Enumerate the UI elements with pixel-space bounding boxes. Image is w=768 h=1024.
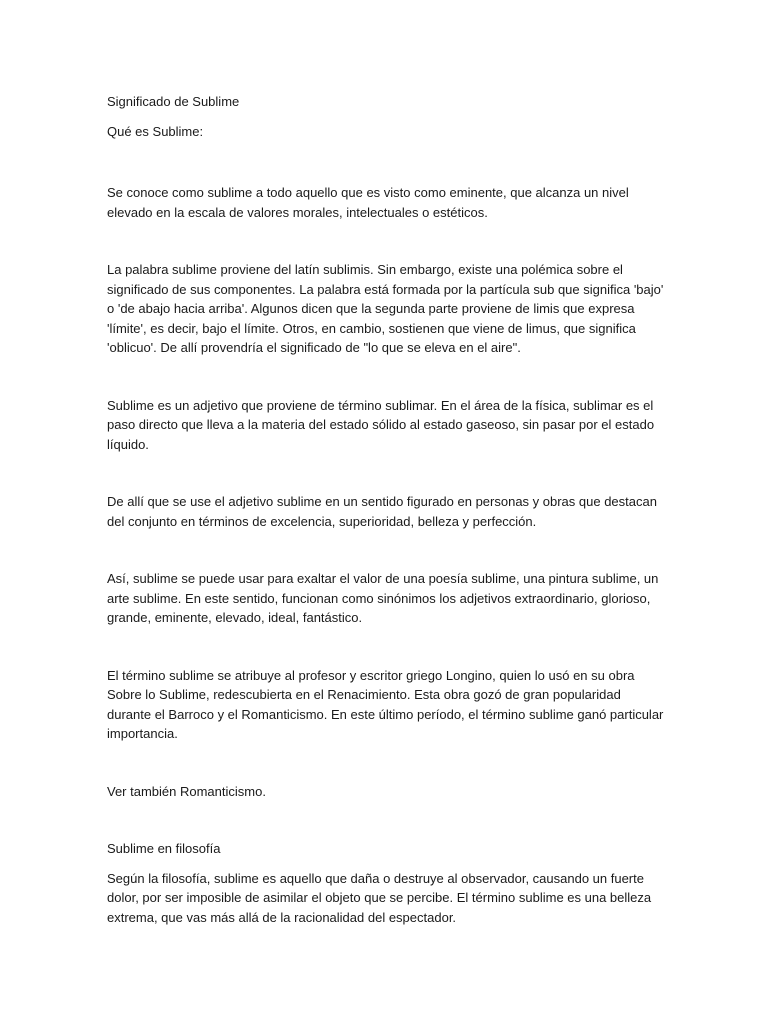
paragraph-figurative: De allí que se use el adjetivo sublime en un sentido figurado en personas y obras que destacan del conjunto en términos de excelencia, superioridad, belleza y perfección. [107,494,657,529]
document-body [107,92,667,927]
paragraph-see-also: Ver también Romanticismo. [107,783,266,799]
section-heading-philosophy: Sublime en filosofía [107,841,221,856]
document-subtitle: Qué es Sublime: [107,123,204,139]
paragraph-longino: El término sublime se atribuye al profesor y escritor griego Longino, quien lo usó en su obra Sobre lo Sublime, redescubierta en el Renacimiento. Esta obra gozó de gran popularidad durante el Barroco y el Romanticismo. En este último período, el término sublime ganó particular importancia. [107,667,664,741]
paragraph-philosophy: Según la filosofía, sublime es aquello que daña o destruye al observador, causando un fuerte dolor, por ser imposible de asimilar el objeto que se percibe. El término sublime es una belleza extrema, que vas más allá de la racionalidad del espectador. [107,870,652,925]
document-title: Significado de Sublime [107,94,240,109]
paragraph-synonyms: Así, sublime se puede usar para exaltar el valor de una poesía sublime, una pintura sublime, un arte sublime. En este sentido, funcionan como sinónimos los adjetivos extraordinario, glorioso, grande, eminente, elevado, ideal, fantástico. [107,571,659,625]
paragraph-etymology: La palabra sublime proviene del latín sublimis. Sin embargo, existe una polémica sobre el significado de sus componentes. La palabra está formada por la partícula sub que significa 'bajo' o 'de abajo hacia arriba'. Algunos dicen que la segunda parte proviene de limis que expresa 'límite', es decir, bajo el límite. Otros, en cambio, sostienen que viene de limus, que significa 'oblicuo'. De allí provendría el significado de "lo que se eleva en el aire". [107,262,664,355]
paragraph-physics: Sublime es un adjetivo que proviene de término sublimar. En el área de la física, sublimar es el paso directo que lleva a la materia del estado sólido al estado gaseoso, sin pasar por el estado líquido. [107,397,655,452]
paragraph-definition: Se conoce como sublime a todo aquello que es visto como eminente, que alcanza un nivel elevado en la escala de valores morales, intelectuales o estéticos. [107,185,629,220]
